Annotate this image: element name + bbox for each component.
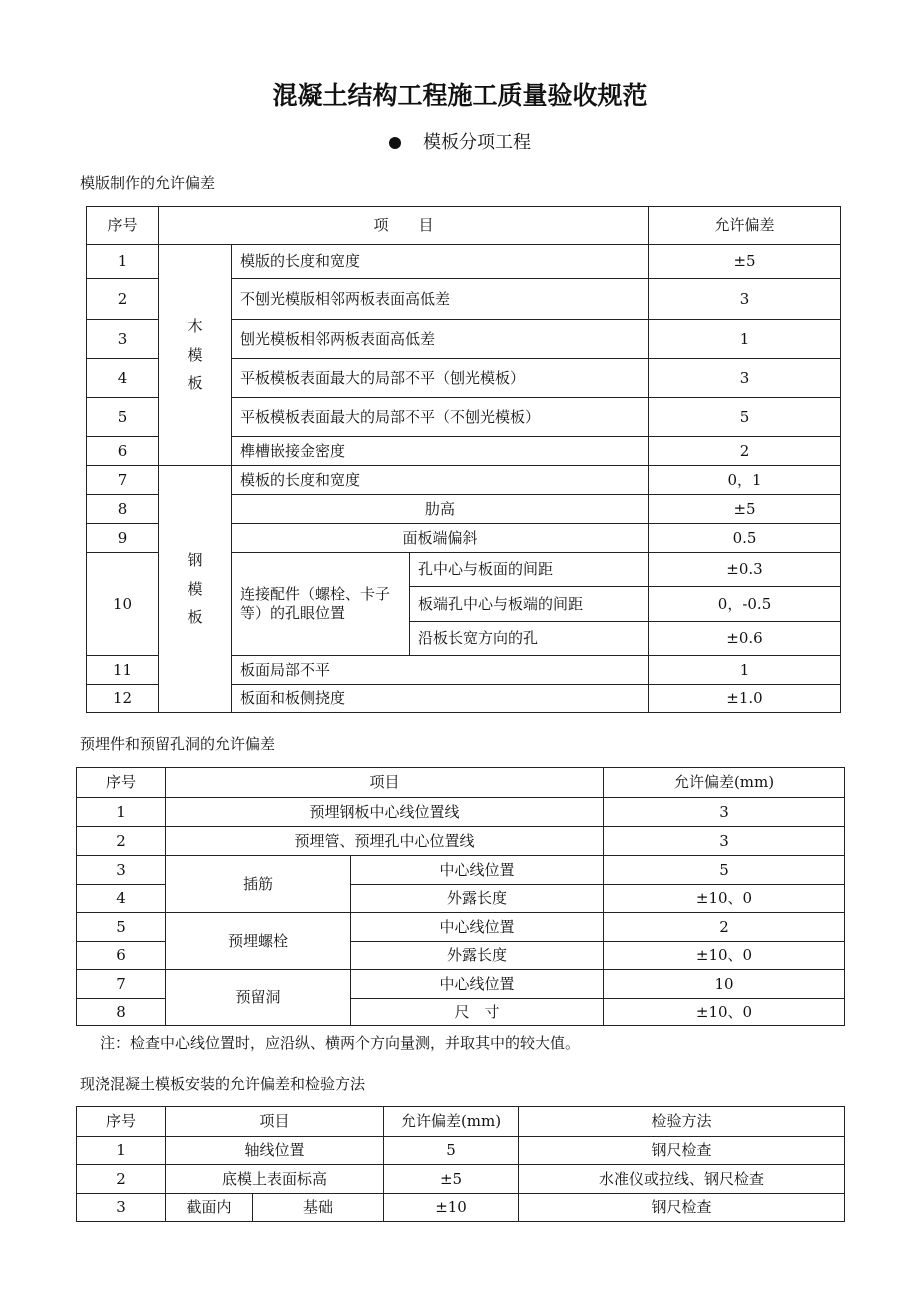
- header-cell: 项目: [166, 1107, 384, 1137]
- header-cell: 检验方法: [519, 1107, 845, 1137]
- row-item: 预埋管、预埋孔中心位置线: [166, 827, 604, 856]
- row-value: 1: [649, 656, 841, 685]
- row-value: 5: [384, 1137, 519, 1165]
- row-item: 外露长度: [351, 942, 604, 970]
- row-value: ±10、0: [604, 942, 845, 970]
- row-number: 1: [87, 245, 159, 279]
- table-header: [77, 1107, 845, 1137]
- section-title: 模板分项工程: [423, 132, 531, 153]
- row-number: 5: [77, 913, 166, 942]
- row-item: 轴线位置: [166, 1137, 384, 1165]
- row-item: 板面局部不平: [232, 656, 649, 685]
- row-value: ±10、0: [604, 885, 845, 913]
- sub-item: 板端孔中心与板端的间距: [410, 587, 649, 622]
- row-item: 平板模板表面最大的局部不平（刨光模板）: [232, 359, 649, 398]
- row-number: 11: [87, 656, 159, 685]
- embedded-parts-table: [76, 767, 845, 1026]
- table-header: [77, 768, 845, 798]
- row-value: 2: [649, 437, 841, 466]
- header-cell: 项目: [166, 768, 604, 798]
- group-wood: 木 模 板: [159, 245, 232, 466]
- row-item: 中心线位置: [351, 913, 604, 942]
- formwork-fabrication-table: [86, 206, 841, 713]
- table-row: [87, 466, 841, 495]
- row-value: ±5: [384, 1165, 519, 1194]
- row-group: 预埋螺栓: [166, 913, 351, 970]
- row-item: 连接配件（螺栓、卡子等）的孔眼位置: [232, 553, 410, 656]
- row-number: 2: [87, 279, 159, 320]
- header-cell: 序号: [77, 1107, 166, 1137]
- table1-caption: 模版制作的允许偏差: [80, 174, 216, 192]
- row-item: 中心线位置: [351, 856, 604, 885]
- row-method: 钢尺检查: [519, 1137, 845, 1165]
- row-number: 6: [87, 437, 159, 466]
- row-number: 3: [77, 856, 166, 885]
- row-number: 8: [77, 999, 166, 1026]
- row-item: 模板的长度和宽度: [232, 466, 649, 495]
- bullet-icon: [389, 137, 401, 149]
- table-row: [77, 1165, 845, 1194]
- row-value: 3: [649, 359, 841, 398]
- row-number: 6: [77, 942, 166, 970]
- row-value: 5: [604, 856, 845, 885]
- section-heading: [0, 128, 920, 154]
- row-number: 7: [77, 970, 166, 999]
- row-number: 2: [77, 1165, 166, 1194]
- row-item: 板面和板侧挠度: [232, 685, 649, 713]
- formwork-installation-table: [76, 1106, 845, 1222]
- row-value: 2: [604, 913, 845, 942]
- row-number: 12: [87, 685, 159, 713]
- row-number: 5: [87, 398, 159, 437]
- row-value: 3: [604, 798, 845, 827]
- table-row: [77, 1137, 845, 1165]
- row-item: 预埋钢板中心线位置线: [166, 798, 604, 827]
- table-row: [77, 856, 845, 885]
- group-steel: 钢 模 板: [159, 466, 232, 713]
- row-number: 3: [77, 1194, 166, 1222]
- row-item: 面板端偏斜: [232, 524, 649, 553]
- table-row: [77, 970, 845, 999]
- row-item: 截面内: [166, 1194, 253, 1222]
- table-row: [77, 798, 845, 827]
- table2-note: 注：检查中心线位置时，应沿纵、横两个方向量测，并取其中的较大值。: [100, 1034, 581, 1052]
- row-number: 1: [77, 1137, 166, 1165]
- row-value: ±0.3: [649, 553, 841, 587]
- row-item: 刨光模板相邻两板表面高低差: [232, 320, 649, 359]
- table-row: [77, 1194, 845, 1222]
- row-number: 8: [87, 495, 159, 524]
- table-row: [77, 913, 845, 942]
- header-cell: 允许偏差(mm): [604, 768, 845, 798]
- header-cell: 序号: [87, 207, 159, 245]
- row-number: 9: [87, 524, 159, 553]
- header-cell: 允许偏差: [649, 207, 841, 245]
- row-number: 7: [87, 466, 159, 495]
- header-cell: 项 目: [159, 207, 649, 245]
- page-title: 混凝土结构工程施工质量验收规范: [272, 81, 648, 110]
- header-cell: 允许偏差(mm): [384, 1107, 519, 1137]
- row-number: 10: [87, 553, 159, 656]
- row-number: 3: [87, 320, 159, 359]
- row-value: ±10、0: [604, 999, 845, 1026]
- row-number: 2: [77, 827, 166, 856]
- row-value: 10: [604, 970, 845, 999]
- row-group: 插筋: [166, 856, 351, 913]
- table3-caption: 现浇混凝土模板安装的允许偏差和检验方法: [80, 1075, 366, 1093]
- table-header: [87, 207, 841, 245]
- row-value: 1: [649, 320, 841, 359]
- row-item: 平板模板表面最大的局部不平（不刨光模板）: [232, 398, 649, 437]
- row-item: 模版的长度和宽度: [232, 245, 649, 279]
- header-cell: 序号: [77, 768, 166, 798]
- row-item: 不刨光模版相邻两板表面高低差: [232, 279, 649, 320]
- row-number: 1: [77, 798, 166, 827]
- row-value: ±0.6: [649, 622, 841, 656]
- row-value: 3: [604, 827, 845, 856]
- row-value: 0，-0.5: [649, 587, 841, 622]
- row-value: 0，1: [649, 466, 841, 495]
- table-row: [87, 245, 841, 279]
- row-item: 榫槽嵌接金密度: [232, 437, 649, 466]
- row-item: 底模上表面标高: [166, 1165, 384, 1194]
- row-item: 肋高: [232, 495, 649, 524]
- row-value: ±10: [384, 1194, 519, 1222]
- row-number: 4: [77, 885, 166, 913]
- row-method: 钢尺检查: [519, 1194, 845, 1222]
- row-item: 外露长度: [351, 885, 604, 913]
- row-value: 3: [649, 279, 841, 320]
- row-number: 4: [87, 359, 159, 398]
- row-value: 0.5: [649, 524, 841, 553]
- sub-item: 沿板长宽方向的孔: [410, 622, 649, 656]
- table2-caption: 预埋件和预留孔洞的允许偏差: [80, 735, 276, 753]
- table-row: [77, 827, 845, 856]
- row-method: 水准仪或拉线、钢尺检查: [519, 1165, 845, 1194]
- row-sub-item: 基础: [253, 1194, 384, 1222]
- row-group: 预留洞: [166, 970, 351, 1026]
- row-item: 中心线位置: [351, 970, 604, 999]
- row-item: 尺 寸: [351, 999, 604, 1026]
- row-value: 5: [649, 398, 841, 437]
- sub-item: 孔中心与板面的间距: [410, 553, 649, 587]
- row-value: ±5: [649, 495, 841, 524]
- row-value: ±1.0: [649, 685, 841, 713]
- row-value: ±5: [649, 245, 841, 279]
